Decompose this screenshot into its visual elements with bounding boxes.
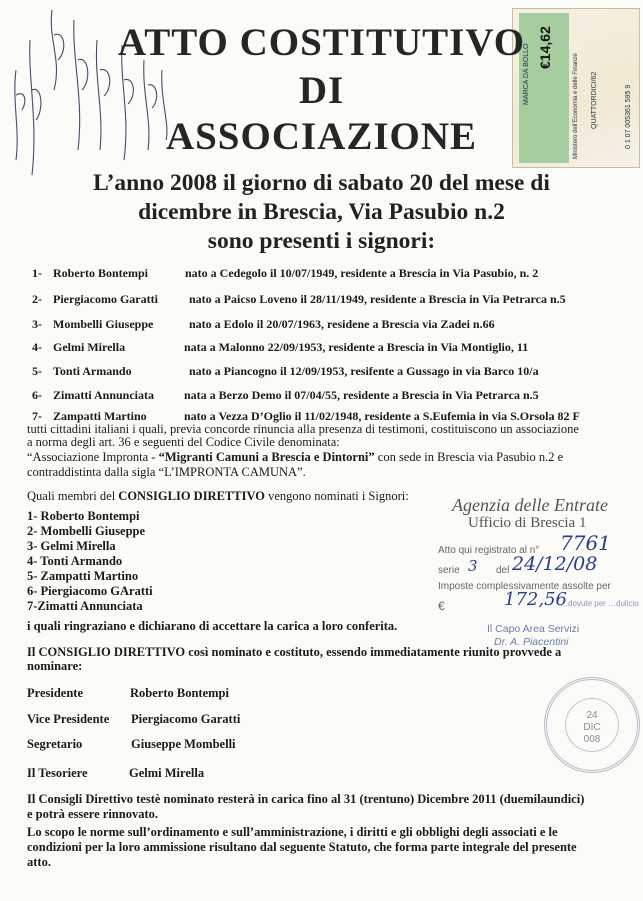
stamp-date-value: 24/12/08 [512,553,598,575]
person-name: Zampatti Martino [53,409,147,423]
stamp-agency: Agenzia delle Entrate [452,495,608,515]
person-name: Gelmi Mirella [53,340,126,354]
person-number: 6- [32,388,42,402]
stamp-currency: € [438,599,445,613]
council-member: 6- Piergiacomo GAratti [27,584,153,598]
declaration-line-3 [27,451,627,464]
acceptance-text: i quali ringraziano e dichiarano di accettare la carica a loro conferita. [27,619,398,633]
person-name: Tonti Armando [53,364,132,378]
term-line-2: e potrà essere rinnovato. [27,807,158,821]
registry-stamp [432,495,639,648]
role-name: Roberto Bontempi [130,686,229,700]
council-formed-line-2: nominare: [27,659,83,673]
round-stamp-day: 24 [586,710,598,721]
person-number: 5- [32,364,42,378]
council-member: 3- Gelmi Mirella [27,539,116,553]
person-row [32,388,539,403]
stamp-taxes-label: Imposte complessivamente assolte per [438,581,611,592]
person-info: nato a Edolo il 20/07/1963, residene a Brescia via Zadei n.66 [189,317,495,331]
person-info: nata a Berzo Demo il 07/04/55, residente a Brescia in Via Petrarca n.5 [184,388,539,402]
person-info: nato a Cedegolo il 10/07/1949, residente a Brescia in Via Pasubio, n. 2 [185,266,539,280]
association-seat: con sede in Brescia via Pasubio n.2 e [374,450,564,464]
revenue-stamp-barcode-number: 0 1 07 005361 595 9 [625,84,632,149]
person-number: 2- [32,292,42,306]
stamp-date-label: del [496,565,510,576]
revenue-stamp-label: MARCA DA BOLLO [523,43,530,105]
person-name: Piergiacomo Garatti [53,292,158,306]
role-name: Giuseppe Mombelli [131,737,236,751]
person-number: 3- [32,317,42,331]
person-row [32,266,539,281]
council-member: 7-Zimatti Annunciata [27,599,143,613]
declaration-line-1: tutti cittadini italiani i quali, previa concorde rinuncia alla presenza di testimoni, costituiscono un associazione [27,422,579,436]
stamp-amount: 172,56 [504,589,567,610]
stamp-series-value: 3 [468,557,478,575]
person-name: Mombelli Giuseppe [53,317,154,331]
council-member: 4- Tonti Armando [27,554,123,568]
title-line-2: DI [298,69,345,112]
person-number: 4- [32,340,42,354]
stamp-chief-title: Il Capo Area Servizi [487,623,580,635]
term-line-1: Il Consigli Direttivo testè nominato resterà in carica fino al 31 (trentuno) Dicembre 2011 (duemilaundici) [27,792,585,806]
purpose-line-2: condizioni per la loro ammissione risultano dal seguente Statuto, che forma parte integrale del presente [27,840,577,854]
council-formed-line-1: Il CONSIGLIO DIRETTIVO così nominato e costituto, essendo immediatamente riunito provvede a [27,645,562,659]
council-intro-bold: CONSIGLIO DIRETTIVO [118,489,265,503]
intro-line-3: sono presenti i signori: [207,228,436,254]
round-stamp-month: DIC [583,722,601,733]
role-name: Piergiacomo Garatti [131,712,241,726]
revenue-stamp-value: €14,62 [537,26,553,69]
office-round-stamp [544,677,640,773]
council-member: 2- Mombelli Giuseppe [27,524,146,538]
purpose-line-3: atto. [27,855,51,869]
title-line-1: ATTO COSTITUTIVO [117,21,526,64]
association-name: “Migranti Camuni a Brescia e Dintorni” [158,450,375,464]
person-row [32,292,566,307]
person-name: Roberto Bontempi [53,266,148,280]
stamp-registered-number: 7761 [560,531,611,555]
person-number: 7- [32,409,42,423]
person-row [32,317,495,332]
role-label: Presidente [27,686,84,700]
purpose-line-1: Lo scopo le norme sull’ordinamento e sull’amministrazione, i diritti e gli obblighi degli associati e le [27,825,558,839]
stamp-note: …dovute per …dulicio [560,599,639,608]
association-prefix: “Associazione Impronta - [27,450,159,464]
person-info: nato a Piancogno il 12/09/1953, resifente a Gussago in via Barco 10/a [189,364,539,378]
person-row [32,364,539,379]
council-member: 5- Zampatti Martino [27,569,139,583]
declaration-line-4: contraddistinta dalla sigla “L’IMPRONTA CAMUNA”. [27,465,306,479]
role-label: Segretario [27,737,83,751]
person-info: nato a Paicso Loveno il 28/11/1949, residente a Brescia in Via Petrarca n.5 [189,292,566,306]
stamp-series-label: serie [438,565,460,576]
council-intro-suffix: vengono nominati i Signori: [264,489,409,503]
revenue-stamp-amount-text: QUATTORDICI/62 [591,71,598,129]
person-row [32,340,529,355]
person-name: Zimatti Annunciata [53,388,155,402]
round-stamp-year: 008 [583,734,601,745]
council-member: 1- Roberto Bontempi [27,509,140,523]
declaration-line-2: a norma degli art. 36 e seguenti del Codice Civile denominata: [27,435,340,449]
person-number: 1- [32,266,42,280]
stamp-office: Ufficio di Brescia 1 [468,515,587,531]
person-info: nato a Vezza D’Oglio il 11/02/1948, residente a S.Eufemia in via S.Orsola 82 F [184,409,580,423]
revenue-stamp-ministry: Ministero dell’Economia e delle Finanze [573,53,579,159]
person-info: nata a Malonno 22/09/1953, residente a Brescia in Via Montiglio, 11 [184,340,529,354]
role-label: Il Tesoriere [27,766,88,780]
role-name: Gelmi Mirella [129,766,205,780]
council-intro-prefix: Quali membri del [27,489,119,503]
intro-line-2: dicembre in Brescia, Via Pasubio n.2 [138,199,505,225]
intro-line-1: L’anno 2008 il giorno di sabato 20 del mese di [93,170,550,196]
role-label: Vice Presidente [27,712,110,726]
stamp-chief-name: Dr. A. Piacentini [494,636,569,648]
title-line-3: ASSOCIAZIONE [165,115,478,158]
stamp-registered-label: Atto qui registrato al n° [438,545,540,556]
